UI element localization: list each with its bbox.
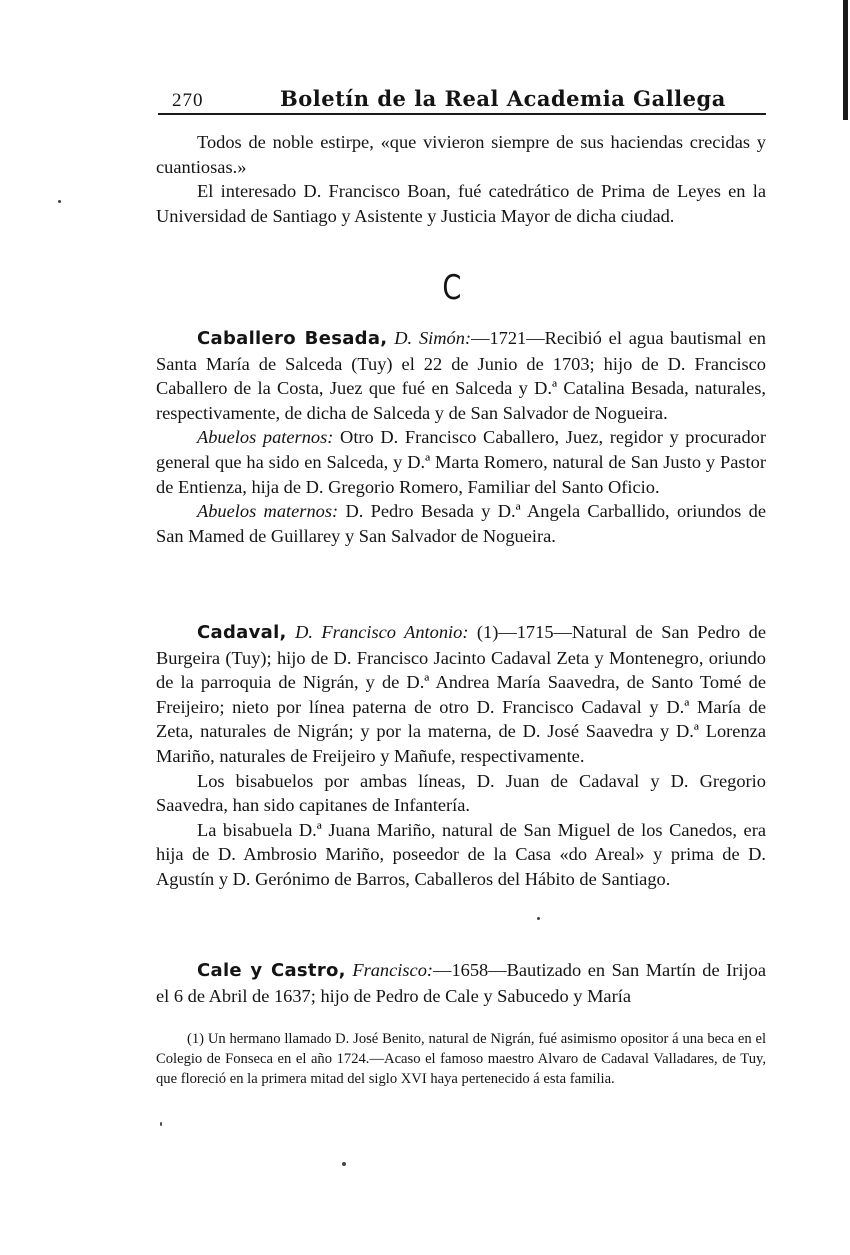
page-edge-mark xyxy=(843,0,848,120)
paternal-label: Abuelos paternos: xyxy=(197,427,334,448)
maternal-paragraph xyxy=(156,499,766,548)
entry-heading: Cadaval, xyxy=(197,622,287,643)
maternal-label: Abuelos maternos: xyxy=(197,501,339,522)
entry-text: —1721—Recibió el agua bautismal en Santa María de Salceda (Tuy) el 22 de Junio de 1703; hijo de D. Francisco Caballero de la Costa, Juez que fué en Salceda y D.ª Catalina Besada, naturales, respectivamente, de dicha de Salceda y de San Salvador de Nogueira. xyxy=(156,328,766,423)
page-number: 270 xyxy=(172,90,204,111)
entry-text: —1658—Bautizado en San Martín de Irijoa el 6 de Abril de 1637; hijo de Pedro de Cale y Sabucedo y María xyxy=(156,960,766,1006)
entry-cadaval xyxy=(156,620,766,892)
running-title: Boletín de la Real Academia Gallega xyxy=(280,86,726,111)
print-speck xyxy=(342,1162,346,1166)
paragraph: Los bisabuelos por ambas líneas, D. Juan de Cadaval y D. Gregorio Saavedra, han sido capitanes de Infantería. xyxy=(156,770,766,816)
entry-given-name: D. Simón: xyxy=(394,328,472,348)
paternal-text: Otro D. Francisco Caballero, Juez, regidor y procurador general que ha sido en Salceda, y D.ª Marta Romero, natural de San Justo y Pastor de Entienza, hija de D. Gregorio Romero, Familiar del Santo Oficio. xyxy=(156,427,766,497)
print-speck xyxy=(537,917,540,920)
print-speck xyxy=(160,1122,162,1126)
entry-cale xyxy=(156,958,766,1008)
entry-given-name: D. Francisco Antonio: xyxy=(295,622,469,642)
entry-paragraph xyxy=(156,326,766,425)
footnote xyxy=(156,1029,766,1090)
paragraph: El interesado D. Francisco Boan, fué catedrático de Prima de Leyes en la Universidad de Santiago y Asistente y Justicia Mayor de dicha ciudad. xyxy=(156,181,766,226)
entry-heading: Caballero Besada, xyxy=(197,328,388,349)
entry-given-name: Francisco: xyxy=(352,960,434,980)
paragraph: La bisabuela D.ª Juana Mariño, natural de San Miguel de los Canedos, era hija de D. Ambrosio Mariño, poseedor de la Casa «do Areal» y prima de D. Agustín y D. Gerónimo de Barros, Caballeros del Hábito de Santiago. xyxy=(156,819,766,889)
entry-text: (1)—1715—Natural de San Pedro de Burgeira (Tuy); hijo de D. Francisco Jacinto Cadaval Zeta y Montenegro, oriundo de la parroquia de Nigrán, y de D.ª Andrea María Saavedra, de Santo Tomé de Freijeiro; nieto por línea paterna de otro D. Francisco Cadaval y D.ª María de Zeta, naturales de Nigrán; y por la materna, de D. José Saavedra y D.ª Lorenza Mariño, naturales de Freijeiro y Mañufe, respectivamente. xyxy=(156,622,766,766)
entry-paragraph xyxy=(156,958,766,1008)
paragraph: Todos de noble estirpe, «que vivieron siempre de sus haciendas crecidas y cuantiosas.» xyxy=(156,132,766,177)
footnote-text: (1) Un hermano llamado D. José Benito, natural de Nigrán, fué asimismo opositor á una beca en el Colegio de Fonseca en el año 1724.—Acaso el famoso maestro Alvaro de Cadaval Valladares, de Tuy, que floreció en la primera mitad del siglo XVI haya pertenecido á esta familia. xyxy=(156,1031,766,1088)
entry-heading: Cale y Castro, xyxy=(197,960,346,981)
entry-paragraph xyxy=(156,620,766,769)
print-speck xyxy=(58,200,61,203)
maternal-text: D. Pedro Besada y D.ª Angela Carballido, oriundos de San Mamed de Guillarey y San Salvador de Nogueira. xyxy=(156,501,766,546)
entry-caballero xyxy=(156,326,766,548)
paternal-paragraph xyxy=(156,425,766,499)
page-header xyxy=(158,82,766,116)
continuation-text xyxy=(156,130,766,228)
section-letter: C xyxy=(442,268,462,308)
header-rule xyxy=(158,113,766,115)
